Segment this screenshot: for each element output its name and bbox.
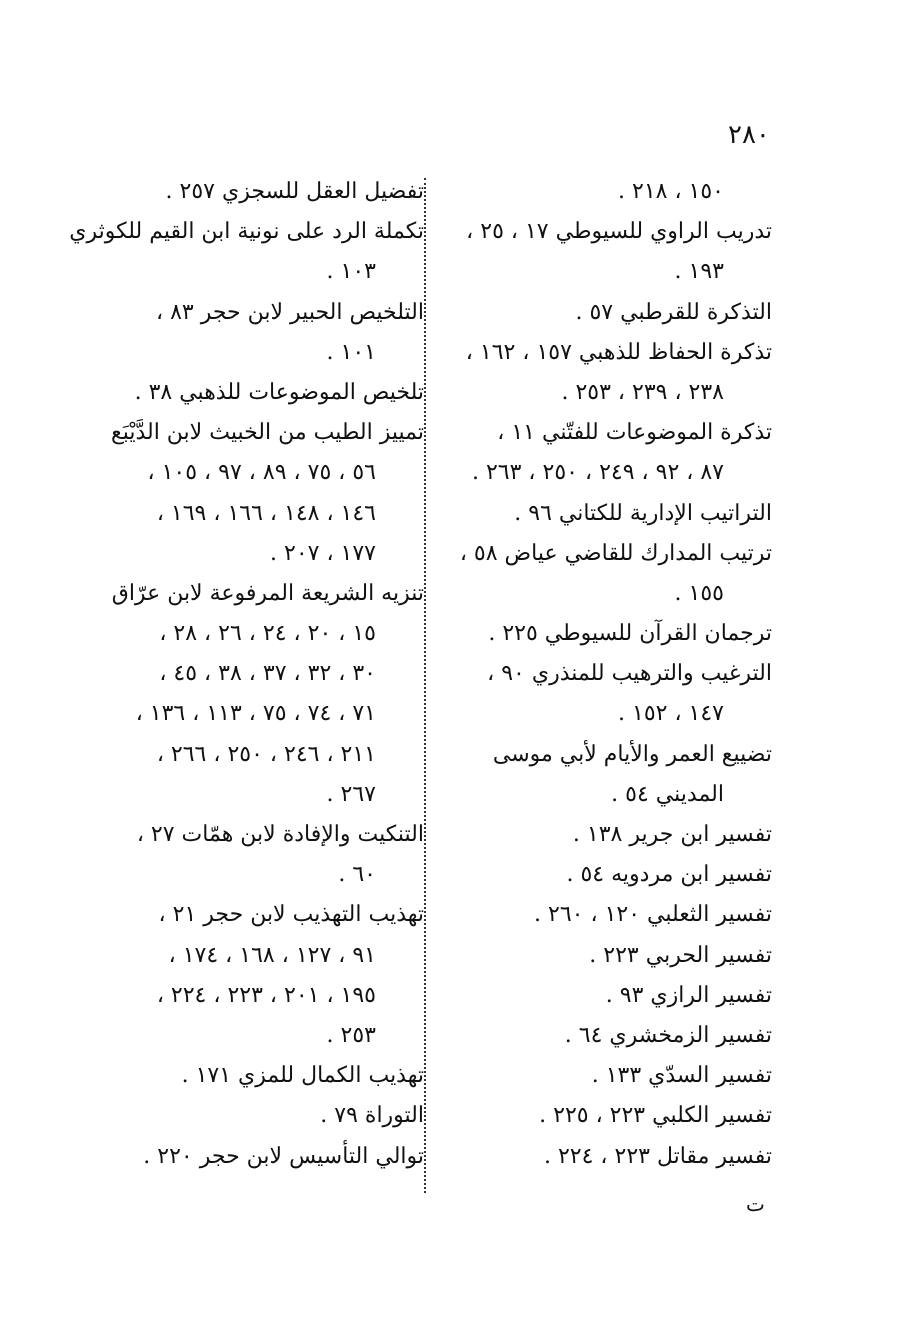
index-line: تفسير الكلبي ٢٢٣ ، ٢٢٥ . (539, 1103, 772, 1129)
index-line: تهذيب الكمال للمزي ١٧١ . (181, 1063, 424, 1089)
index-line: الترغيب والترهيب للمنذري ٩٠ ، (487, 661, 772, 687)
index-line: ١٧٧ ، ٢٠٧ . (270, 540, 376, 566)
index-line: ١٠٣ . (326, 259, 376, 285)
index-line: ٢٦٧ . (326, 781, 376, 807)
index-line: ١٥٥ . (674, 580, 724, 606)
index-line: ٢٣٨ ، ٢٣٩ ، ٢٥٣ . (561, 379, 724, 405)
index-line: ٦٠ . (338, 862, 376, 888)
index-line: ١٤٧ ، ١٥٢ . (618, 701, 724, 727)
index-line: تفسير الرازي ٩٣ . (605, 982, 772, 1008)
index-line: تفسير الثعلبي ١٢٠ ، ٢٦٠ . (534, 902, 772, 928)
index-line: ٢١١ ، ٢٤٦ ، ٢٥٠ ، ٢٦٦ ، (156, 741, 376, 767)
index-line: التلخيص الحبير لابن حجر ٨٣ ، (155, 299, 424, 325)
index-line: ٥٦ ، ٧٥ ، ٨٩ ، ٩٧ ، ١٠٥ ، (147, 460, 376, 486)
index-line: ترجمان القرآن للسيوطي ٢٢٥ . (488, 621, 772, 647)
index-line: ١٠١ . (326, 339, 376, 365)
index-line: تفسير ابن جرير ١٣٨ . (572, 822, 772, 847)
index-line: تفضيل العقل للسجزي ٢٥٧ . (165, 179, 424, 204)
index-line: التراتيب الإدارية للكتاني ٩٦ . (514, 500, 772, 526)
page-number: ٢٨٠ (728, 120, 770, 150)
index-line: تفسير الزمخشري ٦٤ . (564, 1022, 772, 1048)
index-line: ١٥٠ ، ٢١٨ . (618, 179, 724, 204)
index-line: تضييع العمر والأيام لأبي موسى (492, 741, 772, 767)
index-line: تهذيب التهذيب لابن حجر ٢١ ، (158, 902, 424, 928)
index-line: ١٥ ، ٢٠ ، ٢٤ ، ٢٦ ، ٢٨ ، (159, 621, 376, 647)
column-divider (424, 178, 426, 1193)
footnote-mark: ت (746, 1192, 765, 1216)
index-line: تلخيص الموضوعات للذهبي ٣٨ . (134, 379, 424, 405)
index-line: توالي التأسيس لابن حجر ٢٢٠ . (143, 1143, 424, 1169)
index-line: تذكرة الموضوعات للفتّني ١١ ، (497, 420, 772, 446)
index-line: ٩١ ، ١٢٧ ، ١٦٨ ، ١٧٤ ، (168, 942, 376, 968)
index-line: تذكرة الحفاظ للذهبي ١٥٧ ، ١٦٢ ، (465, 339, 772, 365)
index-line: تفسير مقاتل ٢٢٣ ، ٢٢٤ . (543, 1143, 772, 1169)
index-line: التوراة ٧٩ . (320, 1103, 424, 1129)
index-line: تمييز الطيب من الخبيث لابن الدَّيْبَع (110, 420, 424, 446)
index-line: ٣٠ ، ٣٢ ، ٣٧ ، ٣٨ ، ٤٥ ، (159, 661, 376, 687)
index-line: ٨٧ ، ٩٢ ، ٢٤٩ ، ٢٥٠ ، ٢٦٣ . (471, 460, 724, 486)
index-line: تفسير السدّي ١٣٣ . (591, 1063, 772, 1089)
index-column-right (442, 172, 772, 1177)
index-line: ١٩٣ . (674, 259, 724, 285)
index-line: ٢٥٣ . (326, 1022, 376, 1048)
index-line: تنزيه الشريعة المرفوعة لابن عرّاق (111, 580, 424, 606)
index-line: المديني ٥٤ . (611, 781, 724, 807)
index-line: ترتيب المدارك للقاضي عياض ٥٨ ، (459, 540, 772, 566)
index-line: تكملة الرد على نونية ابن القيم للكوثري (69, 219, 424, 245)
index-line: تفسير الحربي ٢٢٣ . (589, 942, 772, 968)
index-line: التنكيت والإفادة لابن همّات ٢٧ ، (136, 822, 424, 847)
index-line: تدريب الراوي للسيوطي ١٧ ، ٢٥ ، (466, 219, 772, 245)
index-line: التذكرة للقرطبي ٥٧ . (575, 299, 772, 325)
index-line: ١٤٦ ، ١٤٨ ، ١٦٦ ، ١٦٩ ، (156, 500, 376, 526)
index-line: تفسير ابن مردويه ٥٤ . (566, 862, 772, 888)
index-line: ١٩٥ ، ٢٠١ ، ٢٢٣ ، ٢٢٤ ، (156, 982, 376, 1008)
index-column-left (69, 172, 424, 1177)
index-line: ٧١ ، ٧٤ ، ٧٥ ، ١١٣ ، ١٣٦ ، (135, 701, 376, 727)
